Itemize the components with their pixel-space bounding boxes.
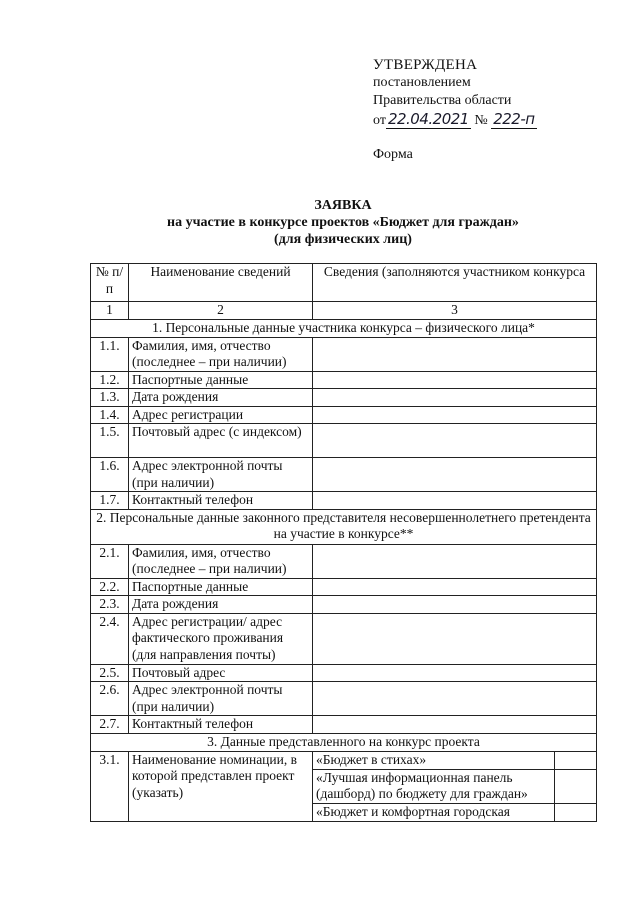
nomination-checkbox[interactable]	[555, 751, 597, 769]
application-table	[90, 263, 597, 822]
section-1-title: 1. Персональные данные участника конкурса – физического лица*	[91, 319, 597, 337]
row-label: Почтовый адрес (с индексом)	[129, 424, 313, 458]
document-subtitle-2: (для физических лиц)	[274, 232, 412, 247]
document-title: ЗАЯВКА	[314, 198, 372, 213]
row-number: 3.1.	[91, 751, 129, 821]
nomination-checkbox[interactable]	[555, 803, 597, 821]
handwritten-date: 22.04.2021	[387, 110, 469, 128]
approval-from-prefix: от	[373, 113, 386, 128]
section-2-title: 2. Персональные данные законного представителя несовершеннолетнего претендента на участие в конкурсе**	[91, 509, 597, 544]
row-label: Паспортные данные	[129, 578, 313, 596]
row-number: 2.5.	[91, 664, 129, 682]
section-row	[91, 509, 597, 544]
table-row	[91, 337, 597, 371]
table-row	[91, 664, 597, 682]
row-value-cell[interactable]	[313, 371, 597, 389]
header-name: Наименование сведений	[129, 264, 313, 302]
row-number: 1.2.	[91, 371, 129, 389]
nomination-option: «Лучшая информационная панель (дашборд) по бюджету для граждан»	[313, 769, 555, 803]
nomination-checkbox[interactable]	[555, 769, 597, 803]
table-row	[91, 613, 597, 664]
table-row	[91, 578, 597, 596]
row-label: Фамилия, имя, отчество (последнее – при наличии)	[129, 337, 313, 371]
table-row	[91, 371, 597, 389]
row-value-cell[interactable]	[313, 716, 597, 734]
table-row	[91, 406, 597, 424]
row-value-cell[interactable]	[313, 596, 597, 614]
approval-title: УТВЕРЖДЕНА	[373, 57, 478, 73]
row-value-cell[interactable]	[313, 406, 597, 424]
row-number: 1.7.	[91, 492, 129, 510]
row-label: Дата рождения	[129, 389, 313, 407]
row-number: 2.1.	[91, 544, 129, 578]
table-row	[91, 596, 597, 614]
row-value-cell[interactable]	[313, 424, 597, 458]
row-label: Контактный телефон	[129, 716, 313, 734]
form-label: Форма	[373, 147, 413, 162]
nomination-option: «Бюджет в стихах»	[313, 751, 555, 769]
row-number: 2.3.	[91, 596, 129, 614]
row-value-cell[interactable]	[313, 544, 597, 578]
table-row	[91, 751, 597, 769]
approval-line-decree: постановлением	[373, 75, 471, 90]
row-value-cell[interactable]	[313, 578, 597, 596]
row-value-cell[interactable]	[313, 492, 597, 510]
row-value-cell[interactable]	[313, 664, 597, 682]
table-row	[91, 389, 597, 407]
row-label: Паспортные данные	[129, 371, 313, 389]
nomination-option: «Бюджет и комфортная городская	[313, 803, 555, 821]
row-value-cell[interactable]	[313, 458, 597, 492]
row-label: Наименование номинации, в которой представлен проект (указать)	[129, 751, 313, 821]
table-row	[91, 458, 597, 492]
row-label: Фамилия, имя, отчество (последнее – при наличии)	[129, 544, 313, 578]
row-number: 1.4.	[91, 406, 129, 424]
row-label: Почтовый адрес	[129, 664, 313, 682]
table-row	[91, 716, 597, 734]
document-heading	[90, 197, 596, 248]
row-number: 2.6.	[91, 682, 129, 716]
number-sign: №	[474, 113, 488, 128]
table-header-row	[91, 264, 597, 302]
index-cell: 2	[129, 302, 313, 320]
row-label: Дата рождения	[129, 596, 313, 614]
row-number: 2.7.	[91, 716, 129, 734]
table-row	[91, 682, 597, 716]
document-subtitle: на участие в конкурсе проектов «Бюджет для граждан»	[167, 215, 519, 230]
approval-date-line	[373, 110, 537, 130]
index-cell: 1	[91, 302, 129, 320]
section-3-title: 3. Данные представленного на конкурс проекта	[91, 733, 597, 751]
row-label: Адрес регистрации/ адрес фактического проживания (для направления почты)	[129, 613, 313, 664]
row-number: 1.5.	[91, 424, 129, 458]
row-value-cell[interactable]	[313, 389, 597, 407]
handwritten-number: 222-п	[493, 110, 535, 128]
header-num: № п/п	[91, 264, 129, 302]
row-number: 1.6.	[91, 458, 129, 492]
row-label: Адрес регистрации	[129, 406, 313, 424]
row-value-cell[interactable]	[313, 337, 597, 371]
index-row	[91, 302, 597, 320]
row-number: 1.3.	[91, 389, 129, 407]
row-value-cell[interactable]	[313, 682, 597, 716]
row-number: 1.1.	[91, 337, 129, 371]
header-info: Сведения (заполняются участником конкурса	[313, 264, 597, 302]
row-label: Адрес электронной почты (при наличии)	[129, 458, 313, 492]
row-value-cell[interactable]	[313, 613, 597, 664]
row-number: 2.2.	[91, 578, 129, 596]
section-row	[91, 733, 597, 751]
table-row	[91, 544, 597, 578]
section-row	[91, 319, 597, 337]
row-label: Адрес электронной почты (при наличии)	[129, 682, 313, 716]
row-label: Контактный телефон	[129, 492, 313, 510]
approval-line-government: Правительства области	[373, 93, 512, 108]
index-cell: 3	[313, 302, 597, 320]
table-row	[91, 492, 597, 510]
row-number: 2.4.	[91, 613, 129, 664]
approval-stamp	[373, 56, 537, 130]
table-row	[91, 424, 597, 458]
